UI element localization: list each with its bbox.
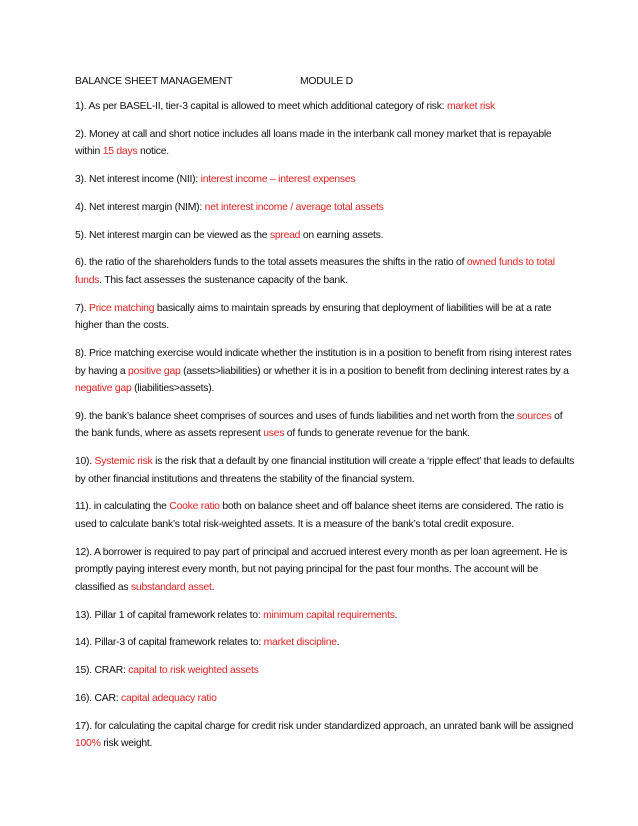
question-text: 11). in calculating the	[75, 501, 170, 513]
question-text: .	[336, 637, 340, 649]
question-text: (liabilities>assets).	[131, 383, 215, 395]
question-text: 14). Pillar-3 of capital framework relates to:	[75, 637, 264, 649]
question-item	[75, 300, 575, 335]
question-item	[75, 662, 575, 680]
question-text: 5). Net interest margin can be viewed as the	[75, 229, 270, 241]
answer-highlight: Cooke ratio	[169, 501, 220, 513]
question-text: 7).	[75, 302, 90, 314]
question-item	[75, 227, 575, 245]
answer-highlight: uses	[263, 428, 285, 440]
answer-highlight: capital adequacy ratio	[121, 692, 217, 704]
document-header	[75, 73, 575, 91]
answer-highlight: Systemic risk	[94, 456, 153, 468]
answer-highlight: net interest income / average total assets	[204, 201, 384, 213]
question-text: 17). for calculating the capital charge for credit risk under standardized approach, an unrated bank will be assigned	[75, 720, 574, 732]
answer-highlight: minimum capital requirements	[263, 609, 395, 621]
question-item	[75, 171, 575, 189]
answer-highlight: spread	[269, 229, 301, 241]
question-text: 1). As per BASEL-II, tier-3 capital is allowed to meet which additional category of risk:	[75, 101, 447, 112]
question-text: . This fact assesses the sustenance capacity of the bank.	[99, 274, 348, 286]
answer-highlight: sources	[516, 410, 552, 422]
question-item	[75, 607, 575, 625]
answer-highlight: market discipline	[263, 637, 337, 649]
question-text: of the bank funds, where as assets represent	[75, 410, 563, 440]
question-list	[75, 98, 575, 763]
question-item	[75, 453, 575, 488]
question-item	[75, 690, 575, 708]
answer-highlight: Price matching	[89, 302, 155, 314]
question-text: .	[394, 609, 398, 621]
question-text: 8). Price matching exercise would indicate whether the institution is in a position to benefit from rising interest rates by having a	[75, 348, 572, 377]
question-text: notice.	[137, 146, 169, 158]
question-item	[75, 634, 575, 652]
question-text: 6). the ratio of the shareholders funds to the total assets measures the shifts in the ratio of	[75, 257, 467, 269]
question-text: both on balance sheet and off balance sheet items are considered. The ratio is used to calculate bank’s total risk-weighted assets. It is a measure of the bank’s total credit exposure.	[75, 501, 564, 530]
question-text: (assets>liabilities) or whether it is in a position to benefit from declining interest rates by a	[180, 365, 569, 377]
question-text: 9). the bank’s balance sheet comprises of sources and uses of funds liabilities and net worth from the	[75, 410, 517, 422]
question-item	[75, 498, 575, 533]
question-text: risk weight.	[100, 738, 153, 750]
question-item	[75, 718, 575, 753]
question-text: on earning assets.	[300, 229, 384, 241]
question-text: 15). CRAR:	[75, 665, 129, 677]
answer-highlight: negative gap	[75, 383, 132, 395]
answer-highlight: capital to risk weighted assets	[128, 665, 259, 677]
question-text: 16). CAR:	[75, 692, 122, 704]
answer-highlight: substandard asset	[130, 581, 212, 593]
question-text: 4). Net interest margin (NIM):	[75, 201, 205, 213]
question-item	[75, 126, 575, 161]
answer-highlight: interest income – interest expenses	[200, 174, 356, 186]
question-item	[75, 199, 575, 217]
question-text: 2). Money at call and short notice includes all loans made in the interbank call money market that is repayable within	[75, 128, 552, 158]
question-item	[75, 98, 575, 116]
answer-highlight: 100%	[75, 738, 101, 750]
question-item	[75, 544, 575, 597]
question-text: 13). Pillar 1 of capital framework relates to:	[75, 609, 264, 621]
question-text: of funds to generate revenue for the bank.	[284, 428, 470, 440]
question-text: .	[211, 581, 215, 593]
answer-highlight: owned funds to total funds	[75, 257, 555, 286]
module-label: MODULE D	[300, 76, 353, 87]
question-text: basically aims to maintain spreads by ensuring that deployment of liabilities will be at a rate higher than the costs.	[75, 302, 552, 332]
answer-highlight: market risk	[446, 101, 496, 112]
question-text: is the risk that a default by one financial institution will create a ‘ripple effect’ that leads to defaults by other financial institutions and threatens the stability of the financial system.	[75, 456, 575, 485]
question-text: 3). Net interest income (NII):	[75, 174, 201, 186]
question-text: 10).	[75, 456, 95, 468]
question-item	[75, 345, 575, 398]
question-item	[75, 408, 575, 443]
question-item	[75, 254, 575, 289]
answer-highlight: 15 days	[102, 146, 138, 158]
answer-highlight: positive gap	[128, 365, 181, 377]
question-text: 12). A borrower is required to pay part of principal and accrued interest every month as per loan agreement. He is promptly paying interest every month, but not paying principal for the past four months. The account will be classified as	[75, 546, 567, 593]
document-title: BALANCE SHEET MANAGEMENT	[75, 76, 233, 87]
